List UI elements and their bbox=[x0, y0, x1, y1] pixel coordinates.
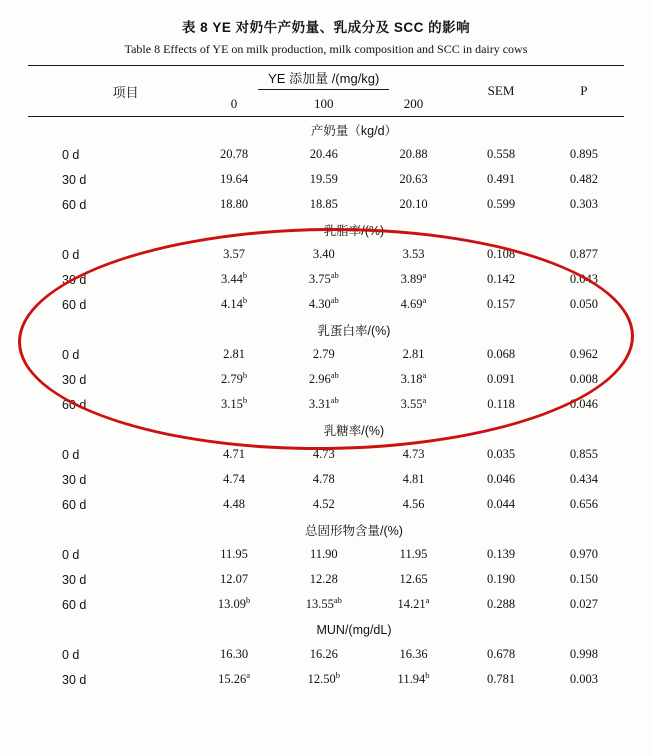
cell-value-dose-0: 12.07 bbox=[219, 572, 249, 586]
row-time-label: 30 d bbox=[62, 672, 87, 687]
cell-p-value: 0.303 bbox=[569, 197, 598, 211]
header-dose-100: 100 bbox=[314, 96, 334, 111]
cell-value-dose-200: 4.81 bbox=[402, 472, 425, 486]
header-group-label-text: YE 添加量 /(mg/kg) bbox=[258, 68, 389, 90]
table-row bbox=[28, 442, 624, 467]
table-group-header-row bbox=[28, 617, 624, 642]
significance-letter: b bbox=[242, 369, 248, 380]
header-item-label: 项目 bbox=[28, 66, 189, 117]
cell-value-dose-0: 2.79$^b$ bbox=[220, 369, 248, 386]
cell-value-dose-100: 4.52 bbox=[312, 497, 335, 511]
cell-p-value: 0.434 bbox=[569, 472, 598, 486]
significance-letter: a bbox=[246, 669, 250, 680]
cell-value-dose-0: 4.74 bbox=[223, 472, 245, 486]
cell-value-dose-200: 3.89$^a$ bbox=[400, 269, 427, 286]
cell-p-value: 0.027 bbox=[569, 597, 598, 611]
table-row bbox=[28, 342, 624, 367]
cell-value-dose-200: 4.73 bbox=[402, 447, 425, 461]
cell-value-dose-100: 3.40 bbox=[312, 247, 335, 261]
cell-value-dose-0: 19.64 bbox=[219, 172, 249, 186]
cell-value-dose-200: 3.18$^a$ bbox=[400, 369, 427, 386]
significance-letter: b bbox=[335, 669, 340, 680]
cell-value-dose-0: 4.48 bbox=[223, 497, 245, 511]
row-time-label: 0 d bbox=[62, 147, 80, 162]
table-row bbox=[28, 667, 624, 692]
header-group-label bbox=[189, 66, 458, 93]
cell-sem: 0.288 bbox=[486, 597, 516, 611]
cell-value-dose-200: 3.55$^a$ bbox=[400, 394, 427, 411]
significance-letter: a bbox=[422, 394, 427, 405]
row-time-label: 60 d bbox=[62, 597, 87, 612]
table-row bbox=[28, 292, 624, 317]
table-row bbox=[28, 392, 624, 417]
table-row bbox=[28, 142, 624, 167]
table-group-label: 乳蛋白率/(%) bbox=[317, 323, 391, 338]
significance-letter: a bbox=[425, 594, 430, 605]
table-row bbox=[28, 467, 624, 492]
table-data-body bbox=[28, 117, 624, 693]
cell-sem: 0.678 bbox=[486, 647, 516, 661]
cell-value-dose-200: 11.95 bbox=[399, 547, 428, 561]
table-group-label: 乳脂率/(%) bbox=[323, 223, 385, 238]
header-p-label: P bbox=[544, 66, 624, 117]
cell-p-value: 0.970 bbox=[569, 547, 598, 561]
cell-p-value: 0.043 bbox=[569, 272, 598, 286]
significance-letter: b bbox=[242, 394, 248, 405]
cell-sem: 0.599 bbox=[486, 197, 516, 211]
cell-value-dose-100: 3.31$^{ab}$ bbox=[308, 394, 339, 411]
table-row bbox=[28, 367, 624, 392]
cell-value-dose-100: 12.50$^b$ bbox=[307, 669, 340, 686]
table-row bbox=[28, 192, 624, 217]
table-row bbox=[28, 642, 624, 667]
cell-value-dose-0: 4.71 bbox=[223, 447, 245, 461]
cell-value-dose-100: 20.46 bbox=[309, 147, 338, 161]
cell-sem: 0.108 bbox=[486, 247, 516, 261]
row-time-label: 60 d bbox=[62, 297, 87, 312]
cell-value-dose-200: 16.36 bbox=[399, 647, 428, 661]
cell-value-dose-100: 2.79 bbox=[312, 347, 335, 361]
results-table bbox=[28, 65, 624, 692]
table-header-row-1 bbox=[28, 66, 624, 93]
cell-p-value: 0.895 bbox=[569, 147, 598, 161]
significance-letter: ab bbox=[330, 369, 339, 380]
table-group-header-row bbox=[28, 417, 624, 442]
cell-value-dose-100: 4.30$^{ab}$ bbox=[308, 294, 339, 311]
cell-value-dose-200: 4.69$^a$ bbox=[400, 294, 427, 311]
cell-sem: 0.046 bbox=[486, 472, 516, 486]
table-group-label: 乳糖率/(%) bbox=[323, 423, 385, 438]
header-sem-label: SEM bbox=[458, 66, 544, 117]
significance-letter: ab bbox=[330, 294, 339, 305]
cell-p-value: 0.008 bbox=[569, 372, 598, 386]
cell-value-dose-200: 14.21$^a$ bbox=[397, 594, 430, 611]
table-title-english: Table 8 Effects of YE on milk production, milk composition and SCC in dairy cows bbox=[124, 42, 528, 56]
cell-sem: 0.190 bbox=[486, 572, 516, 586]
cell-value-dose-200: 4.56 bbox=[402, 497, 425, 511]
row-time-label: 60 d bbox=[62, 197, 87, 212]
cell-sem: 0.035 bbox=[486, 447, 516, 461]
cell-sem: 0.157 bbox=[486, 297, 516, 311]
row-time-label: 0 d bbox=[62, 547, 80, 562]
cell-p-value: 0.150 bbox=[569, 572, 598, 586]
cell-p-value: 0.656 bbox=[569, 497, 598, 511]
row-time-label: 0 d bbox=[62, 347, 80, 362]
significance-letter: b bbox=[242, 294, 248, 305]
cell-sem: 0.139 bbox=[486, 547, 516, 561]
cell-value-dose-0: 3.57 bbox=[223, 247, 245, 261]
cell-value-dose-100: 4.73 bbox=[312, 447, 335, 461]
cell-p-value: 0.050 bbox=[569, 297, 598, 311]
cell-value-dose-0: 11.95 bbox=[220, 547, 248, 561]
cell-value-dose-100: 3.75$^{ab}$ bbox=[308, 269, 339, 286]
cell-p-value: 0.998 bbox=[569, 647, 598, 661]
significance-letter: ab bbox=[333, 594, 342, 605]
cell-sem: 0.142 bbox=[486, 272, 516, 286]
row-time-label: 30 d bbox=[62, 572, 87, 587]
row-time-label: 30 d bbox=[62, 372, 87, 387]
significance-letter: b bbox=[425, 669, 430, 680]
cell-value-dose-100: 2.96$^{ab}$ bbox=[308, 369, 339, 386]
table-row bbox=[28, 542, 624, 567]
cell-value-dose-100: 12.28 bbox=[309, 572, 338, 586]
table-row bbox=[28, 267, 624, 292]
significance-letter: ab bbox=[330, 269, 339, 280]
cell-value-dose-0: 3.15$^b$ bbox=[220, 394, 248, 411]
cell-value-dose-100: 16.26 bbox=[309, 647, 338, 661]
table-group-header-row bbox=[28, 317, 624, 342]
cell-value-dose-0: 16.30 bbox=[219, 647, 249, 661]
cell-value-dose-200: 20.88 bbox=[399, 147, 428, 161]
cell-value-dose-100: 13.55$^{ab}$ bbox=[305, 594, 342, 611]
row-time-label: 30 d bbox=[62, 272, 87, 287]
cell-value-dose-0: 18.80 bbox=[219, 197, 249, 211]
cell-value-dose-100: 11.90 bbox=[309, 547, 338, 561]
cell-value-dose-0: 4.14$^b$ bbox=[220, 294, 248, 311]
cell-value-dose-200: 20.10 bbox=[399, 197, 428, 211]
cell-sem: 0.781 bbox=[486, 672, 516, 686]
table-group-label: 总固形物含量/(%) bbox=[305, 523, 403, 538]
table-row bbox=[28, 492, 624, 517]
table-row bbox=[28, 242, 624, 267]
table-group-label: 产奶量（kg/d） bbox=[28, 117, 624, 143]
row-time-label: 60 d bbox=[62, 397, 87, 412]
table-row bbox=[28, 567, 624, 592]
table-body bbox=[28, 66, 624, 117]
table-group-header-row bbox=[28, 117, 624, 143]
cell-value-dose-100: 18.85 bbox=[309, 197, 338, 211]
cell-sem: 0.068 bbox=[486, 347, 516, 361]
cell-value-dose-0: 13.09$^b$ bbox=[217, 594, 251, 611]
table-row bbox=[28, 592, 624, 617]
table-row bbox=[28, 167, 624, 192]
significance-letter: b bbox=[245, 594, 251, 605]
cell-sem: 0.118 bbox=[487, 397, 515, 411]
row-time-label: 60 d bbox=[62, 497, 87, 512]
cell-p-value: 0.855 bbox=[569, 447, 598, 461]
cell-p-value: 0.003 bbox=[569, 672, 598, 686]
cell-value-dose-200: 3.53 bbox=[402, 247, 425, 261]
cell-value-dose-100: 19.59 bbox=[309, 172, 338, 186]
significance-letter: a bbox=[422, 294, 427, 305]
significance-letter: b bbox=[242, 269, 248, 280]
cell-value-dose-0: 20.78 bbox=[219, 147, 249, 161]
row-time-label: 0 d bbox=[62, 247, 80, 262]
cell-sem: 0.558 bbox=[486, 147, 516, 161]
header-dose-0: 0 bbox=[230, 96, 238, 111]
cell-p-value: 0.962 bbox=[569, 347, 598, 361]
cell-p-value: 0.877 bbox=[569, 247, 598, 261]
cell-value-dose-200: 11.94$^b$ bbox=[397, 669, 430, 686]
cell-sem: 0.491 bbox=[486, 172, 516, 186]
cell-value-dose-0: 2.81 bbox=[223, 347, 245, 361]
row-time-label: 0 d bbox=[62, 647, 80, 662]
header-dose-200: 200 bbox=[403, 96, 424, 111]
row-time-label: 30 d bbox=[62, 172, 87, 187]
cell-value-dose-0: 15.26$^a$ bbox=[218, 669, 250, 686]
row-time-label: 30 d bbox=[62, 472, 87, 487]
table-title-chinese: 表 8 YE 对奶牛产奶量、乳成分及 SCC 的影响 bbox=[181, 20, 471, 35]
significance-letter: a bbox=[422, 269, 427, 280]
table-group-header-row bbox=[28, 517, 624, 542]
cell-value-dose-200: 20.63 bbox=[399, 172, 428, 186]
cell-sem: 0.091 bbox=[486, 372, 516, 386]
cell-value-dose-100: 4.78 bbox=[312, 472, 335, 486]
cell-value-dose-200: 2.81 bbox=[402, 347, 425, 361]
cell-value-dose-0: 3.44$^b$ bbox=[220, 269, 248, 286]
cell-p-value: 0.482 bbox=[569, 172, 598, 186]
cell-value-dose-200: 12.65 bbox=[399, 572, 428, 586]
significance-letter: ab bbox=[330, 394, 339, 405]
table-group-label: MUN/(mg/dL) bbox=[316, 622, 392, 637]
cell-p-value: 0.046 bbox=[569, 397, 598, 411]
table-group-header-row bbox=[28, 217, 624, 242]
row-time-label: 0 d bbox=[62, 447, 80, 462]
cell-sem: 0.044 bbox=[486, 497, 516, 511]
significance-letter: a bbox=[422, 369, 427, 380]
